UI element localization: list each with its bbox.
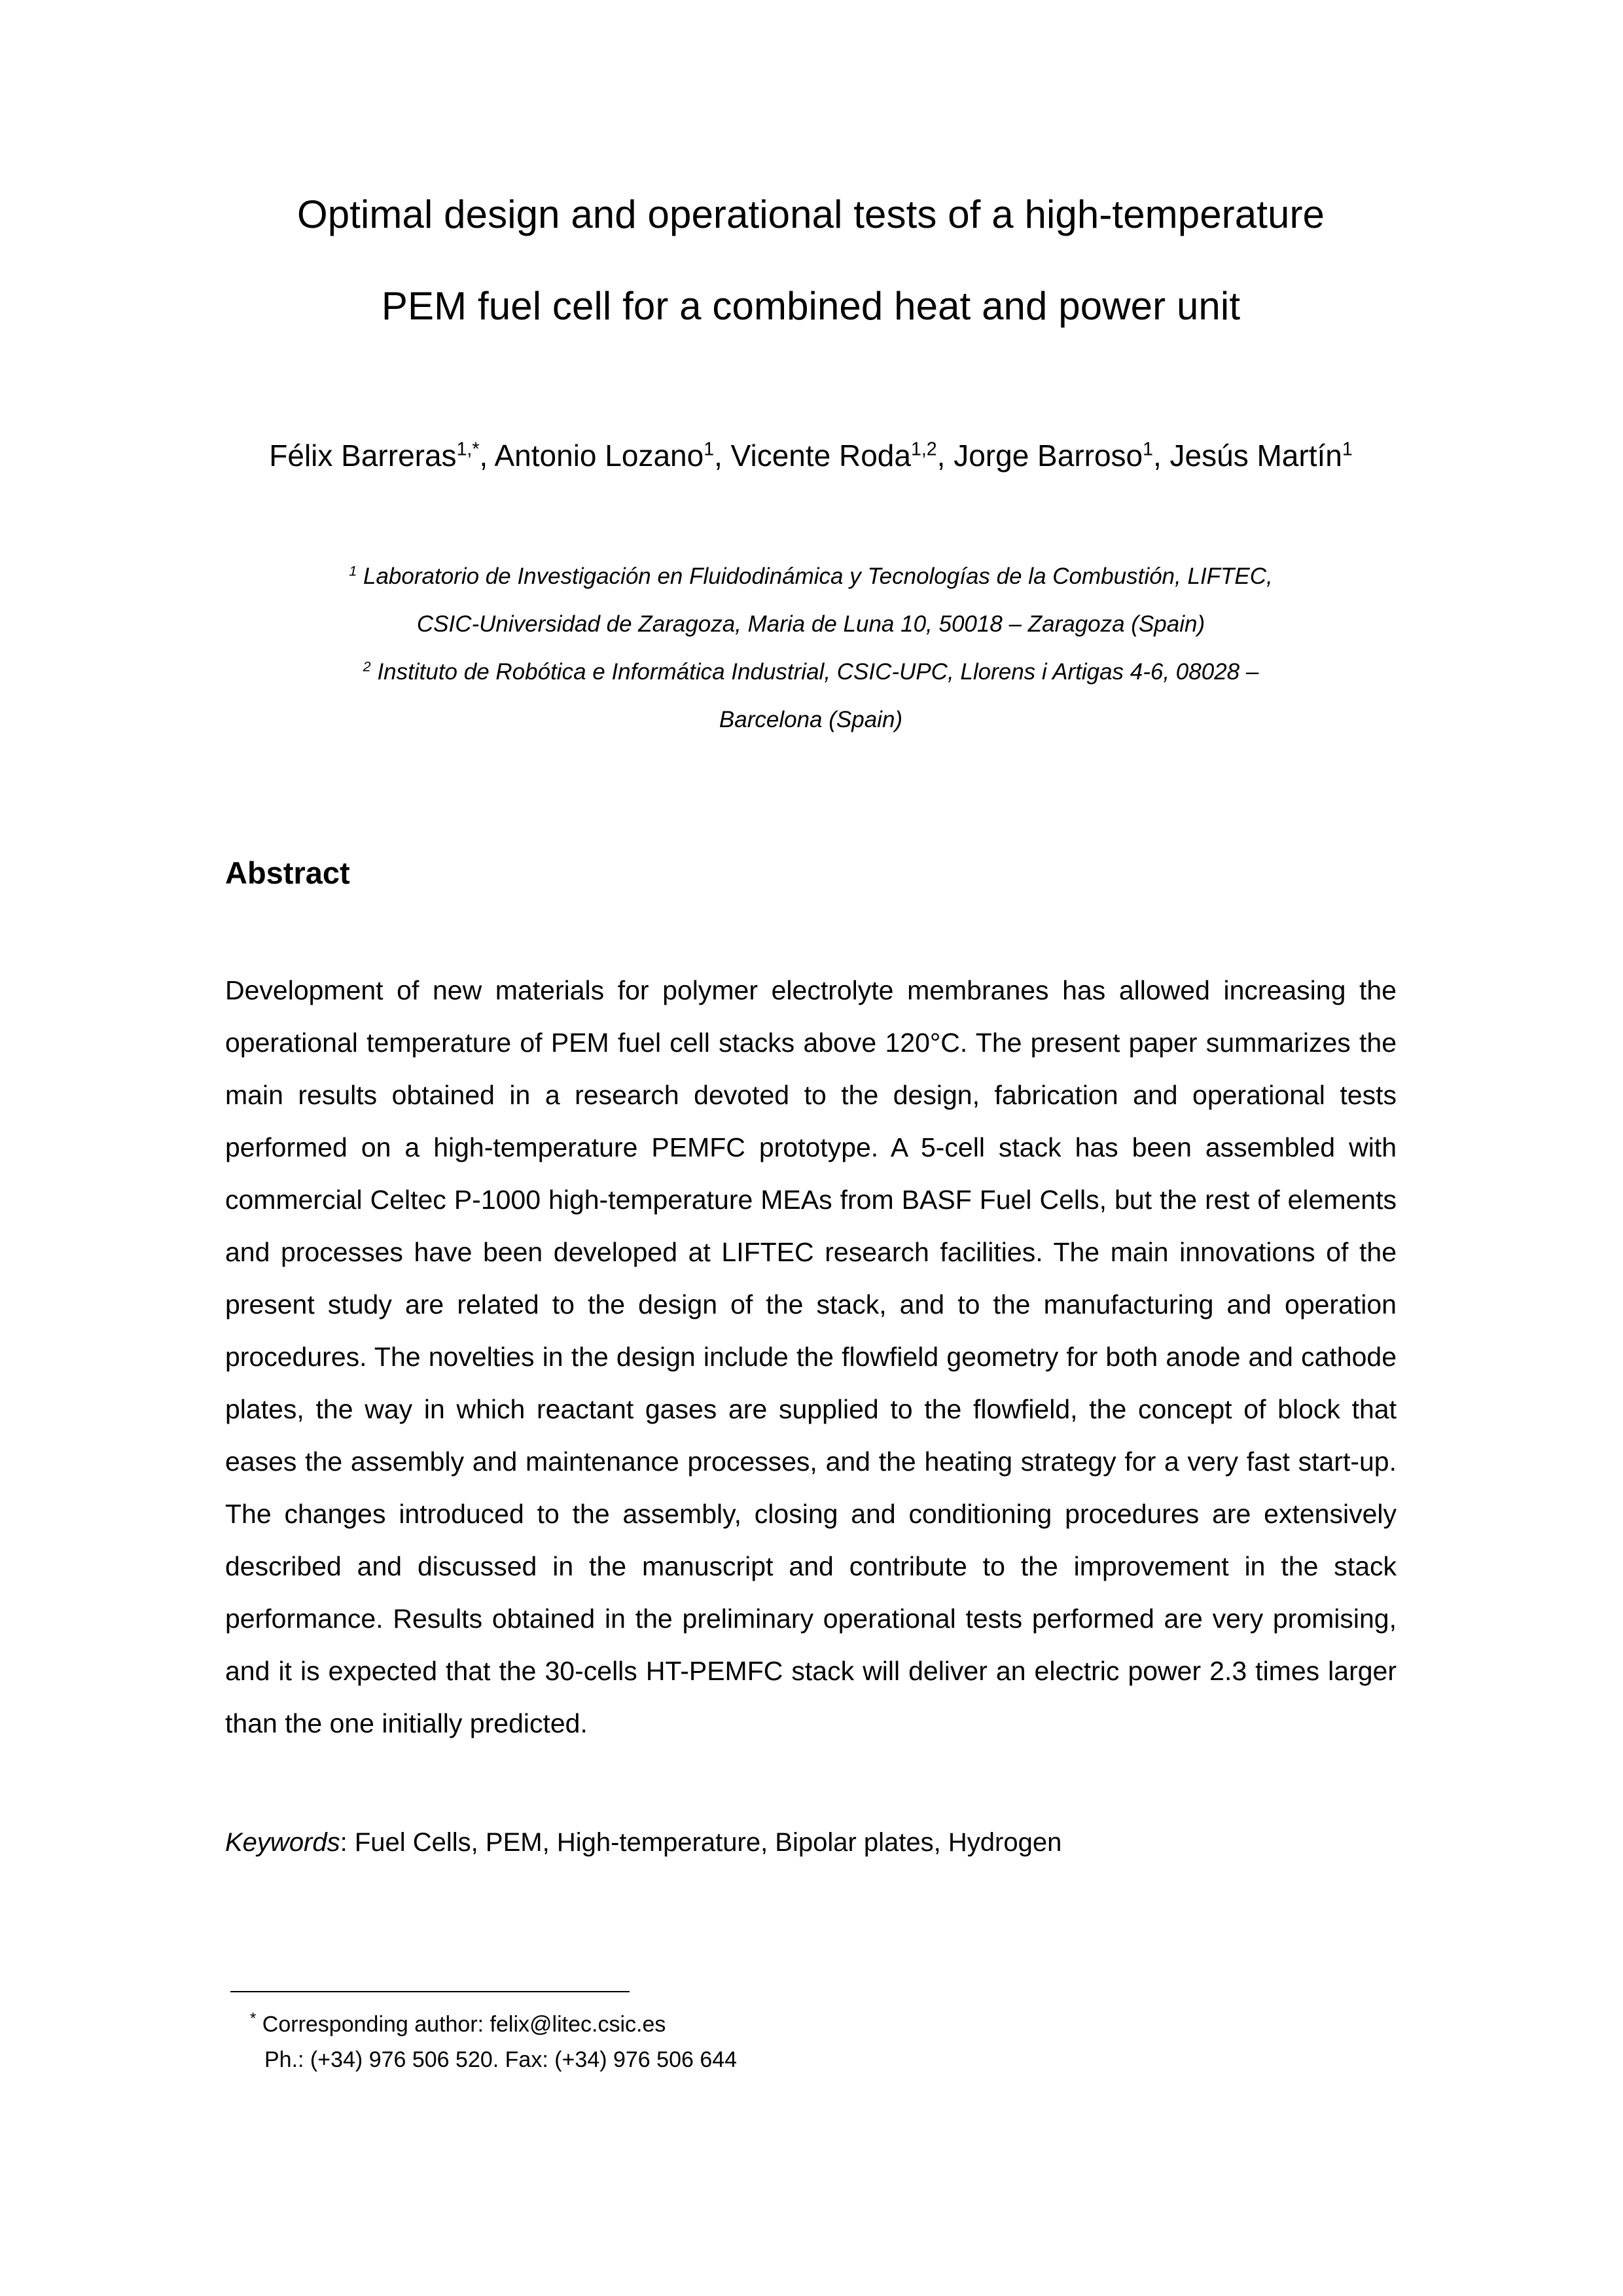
page-content — [225, 0, 1397, 1862]
footnote-area — [225, 1991, 1397, 2077]
title-line-1: Optimal design and operational tests of a high-temperature — [296, 192, 1325, 236]
abstract-heading: Abstract — [225, 855, 350, 890]
author-affil-marker: 1,* — [456, 439, 480, 460]
author-name: Antonio Lozano — [494, 439, 704, 473]
author-separator: , — [714, 439, 731, 473]
author-name: Jesús Martín — [1169, 439, 1342, 473]
keywords-label: Keywords — [225, 1828, 340, 1857]
author-affil-marker: 1 — [704, 439, 715, 460]
footnote-marker: * — [250, 2009, 257, 2028]
author-separator: , — [1152, 439, 1170, 473]
affiliation-block — [225, 552, 1397, 744]
author-affil-marker: 1 — [1342, 439, 1353, 460]
footnote-divider — [230, 1991, 630, 1992]
author-separator: , — [479, 439, 495, 473]
affiliation-marker: 1 — [349, 562, 357, 579]
keywords-value: : Fuel Cells, PEM, High-temperature, Bipolar plates, Hydrogen — [340, 1828, 1062, 1857]
author-list — [225, 436, 1397, 475]
abstract-body — [225, 964, 1397, 1749]
affiliation-text: Barcelona (Spain) — [719, 707, 903, 732]
author-affil-marker: 1 — [1143, 439, 1153, 460]
abstract-paragraph: Development of new materials for polymer electrolyte membranes has allowed increasing the operational temperature of PEM fuel cell stacks above 120°C. The present paper summarizes the main results obtained in a research devoted to the design, fabrication and operational tests performed on a high-temperature PEMFC prototype. A 5-cell stack has been assembled with commercial Celtec P-1000 high-temperature MEAs from BASF Fuel Cells, but the rest of elements and processes have been developed at LIFTEC research facilities. The main innovations of the present study are related to the design of the stack, and to the manufacturing and operation procedures. The novelties in the design include the flowfield geometry for both anode and cathode plates, the way in which reactant gases are supplied to the flowfield, the concept of block that eases the assembly and maintenance processes, and the heating strategy for a very fast start-up. The changes introduced to the assembly, closing and conditioning procedures are extensively described and discussed in the manuscript and contribute to the improvement in the stack performance. Results obtained in the preliminary operational tests performed are very promising, and it is expected that the 30-cells HT-PEMFC stack will deliver an electric power 2.3 times larger than the one initially predicted. — [225, 975, 1397, 1738]
affiliation-text: CSIC-Universidad de Zaragoza, Maria de Luna 10, 50018 – Zaragoza (Spain) — [416, 611, 1205, 637]
affiliation-text: Laboratorio de Investigación en Fluidodinámica y Tecnologías de la Combustión, LIFTEC, — [357, 564, 1273, 589]
title-line-2: PEM fuel cell for a combined heat and power unit — [381, 284, 1241, 328]
author-name: Vicente Roda — [730, 439, 911, 473]
author-separator: , — [936, 439, 954, 473]
affiliation-line — [225, 696, 1397, 744]
affiliation-marker: 2 — [363, 658, 371, 675]
page-title — [225, 169, 1397, 352]
author-name: Jorge Barroso — [954, 439, 1143, 473]
affiliation-line — [225, 600, 1397, 648]
author-name: Félix Barreras — [269, 439, 457, 473]
affiliation-text: Instituto de Robótica e Informática Industrial, CSIC-UPC, Llorens i Artigas 4-6, 08028 – — [370, 659, 1259, 685]
author-affil-marker: 1,2 — [910, 439, 937, 460]
footnote-line-1: Corresponding author: felix@litec.csic.es — [256, 2012, 666, 2037]
keywords-line — [225, 1823, 1397, 1862]
footnote-text — [250, 2007, 1397, 2077]
footnote-line-2: Ph.: (+34) 976 506 520. Fax: (+34) 976 506 644 — [264, 2047, 738, 2072]
affiliation-line — [225, 552, 1397, 600]
affiliation-line — [225, 648, 1397, 696]
